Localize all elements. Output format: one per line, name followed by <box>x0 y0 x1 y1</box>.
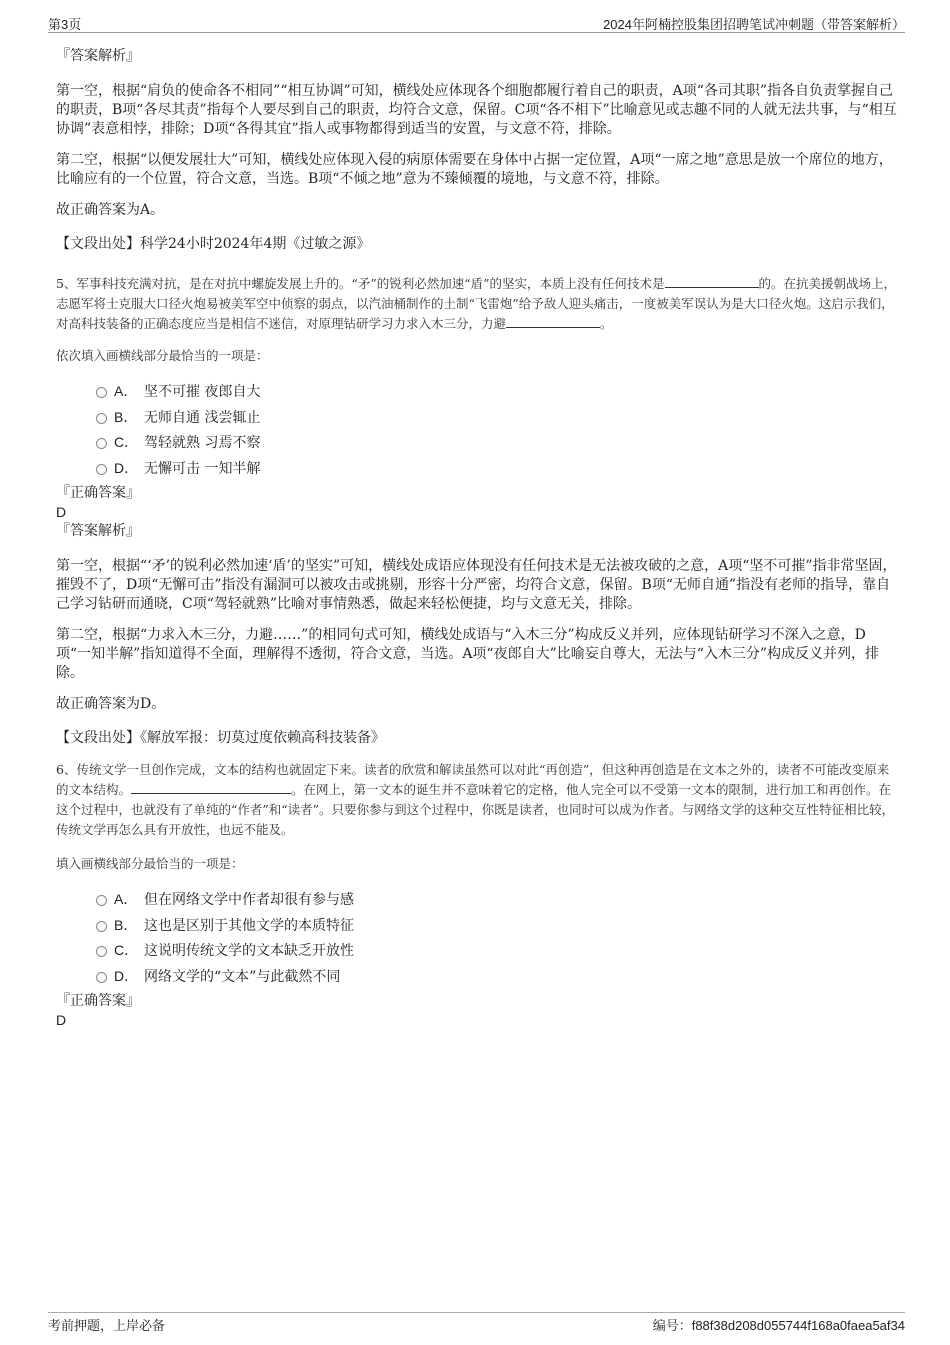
analysis-tag: 『答案解析』 <box>56 48 140 64</box>
page-header <box>48 12 905 33</box>
question-5-stem: 5、军事科技充满对抗，是在对抗中螺旋发展上升的。“矛”的锐利必然加速“盾”的坚实，本质上没有任何技术是 的。在抗美援朝战场上，志愿军将士克服大口径火炮易被美军空中侦察的弱点，以汽油桶制作的土制“飞雷炮”给予敌人迎头痛击，一度被美军误认为是大口径火炮。这启示我们，对高科技装备的正确态度应当是相信不迷信，对原理钻研学习力求入木三分，力避 。 <box>56 276 897 331</box>
page-number: 第3页 <box>48 17 82 32</box>
question-prompt: 填入画横线部分最恰当的一项是： <box>56 856 244 871</box>
analysis-paragraph: 第一空，根据“‘矛’的锐利必然加速‘盾’的坚实”可知，横线处成语应体现没有任何技术是无法被攻破的之意，A项“坚不可摧”指非常坚固，摧毁不了，D项“无懈可击”指没有漏洞可以被攻击或挑剔，形容十分严密，均符合文意，保留。B项“无师自通”指没有老师的指导，靠自己学习钻研而通晓，C项“驾轻就熟”比喻对事情熟悉，做起来轻松便捷，均与文意无关，排除。 <box>56 558 897 612</box>
question-prompt: 依次填入画横线部分最恰当的一项是： <box>56 348 269 363</box>
radio-icon[interactable] <box>96 921 107 932</box>
radio-icon[interactable] <box>96 972 107 983</box>
question-6-stem: 6、传统文学一旦创作完成，文本的结构也就固定下来。读者的欣赏和解读虽然可以对此“再创造”，但这种再创造是在文本之外的，读者不可能改变原来的文本结构。 。在网上，第一文本的诞生并不意味着它的定格，他人完全可以不受第一文本的限制，进行加工和再创作。在这个过程中，也就没有了单纯的“作者”和“读者”。只要你参与到这个过程中，你既是读者，也同时可以成为作者。与网络文学的这种交互性特征相比较，传统文学再怎么具有开放性，也远不能及。 <box>56 762 895 837</box>
conclusion: 故正确答案为D。 <box>56 696 166 712</box>
fill-blank <box>665 275 759 288</box>
radio-icon[interactable] <box>96 895 107 906</box>
option-c[interactable]: C． 这说明传统文学的文本缺乏开放性 <box>56 938 898 964</box>
footer-slogan: 考前押题，上岸必备 <box>48 1319 166 1334</box>
page-footer <box>48 1312 905 1334</box>
option-b[interactable]: B． 无师自通 浅尝辄止 <box>56 405 898 431</box>
option-a[interactable]: A． 但在网络文学中作者却很有参与感 <box>56 887 898 913</box>
option-c[interactable]: C． 驾轻就熟 习焉不察 <box>56 430 898 456</box>
option-d[interactable]: D． 无懈可击 一知半解 <box>56 456 898 482</box>
main-content <box>56 44 898 1029</box>
document-id: 编号：f88f38d208d055744f168a0faea5af34 <box>652 1318 905 1333</box>
radio-icon[interactable] <box>96 438 107 449</box>
correct-answer: D <box>56 504 67 520</box>
analysis-paragraph: 第二空，根据“力求入木三分，力避……”的相同句式可知，横线处成语与“入木三分”构成反义并列，应体现钻研学习不深入之意，D项“一知半解”指知道得不全面，理解得不透彻，符合文意，当选。A项“夜郎自大”比喻妄自尊大，无法与“入木三分”构成反义并列，排除。 <box>56 627 880 681</box>
analysis-tag: 『答案解析』 <box>56 523 140 539</box>
fill-blank <box>131 781 291 794</box>
option-b[interactable]: B． 这也是区别于其他文学的本质特征 <box>56 913 898 939</box>
option-a[interactable]: A． 坚不可摧 夜郎自大 <box>56 379 898 405</box>
radio-icon[interactable] <box>96 413 107 424</box>
conclusion: 故正确答案为A。 <box>56 202 165 218</box>
answer-tag: 『正确答案』 <box>56 993 140 1009</box>
radio-icon[interactable] <box>96 464 107 475</box>
radio-icon[interactable] <box>96 946 107 957</box>
option-d[interactable]: D． 网络文学的“文本”与此截然不同 <box>56 964 898 990</box>
analysis-paragraph: 第一空，根据“肩负的使命各不相同”“相互协调”可知，横线处应体现各个细胞都履行着自己的职责，A项“各司其职”指各自负责掌握自己的职责，B项“各尽其责”指每个人要尽到自己的职责，均符合文意，保留。C项“各不相下”比喻意见或志趣不同的人就无法共事，与“相互协调”表意相悖，排除；D项“各得其宜”指人或事物都得到适当的安置，与文意不符，排除。 <box>56 83 897 137</box>
options-list <box>56 379 898 481</box>
analysis-paragraph: 第二空，根据“以便发展壮大”可知，横线处应体现入侵的病原体需要在身体中占据一定位置，A项“一席之地”意思是放一个席位的地方，比喻应有的一个位置，符合文意，当选。B项“不倾之地”意为不臻倾覆的境地，与文意不符，排除。 <box>56 152 893 187</box>
source-citation: 【文段出处】科学24小时2024年4期《过敏之源》 <box>56 236 371 252</box>
correct-answer: D <box>56 1012 67 1028</box>
answer-tag: 『正确答案』 <box>56 485 140 501</box>
radio-icon[interactable] <box>96 387 107 398</box>
options-list <box>56 887 898 989</box>
document-title: 2024年阿楠控股集团招聘笔试冲刺题（带答案解析） <box>603 17 905 32</box>
fill-blank <box>506 315 600 328</box>
source-citation: 【文段出处】《解放军报：切莫过度依赖高科技装备》 <box>56 730 385 746</box>
